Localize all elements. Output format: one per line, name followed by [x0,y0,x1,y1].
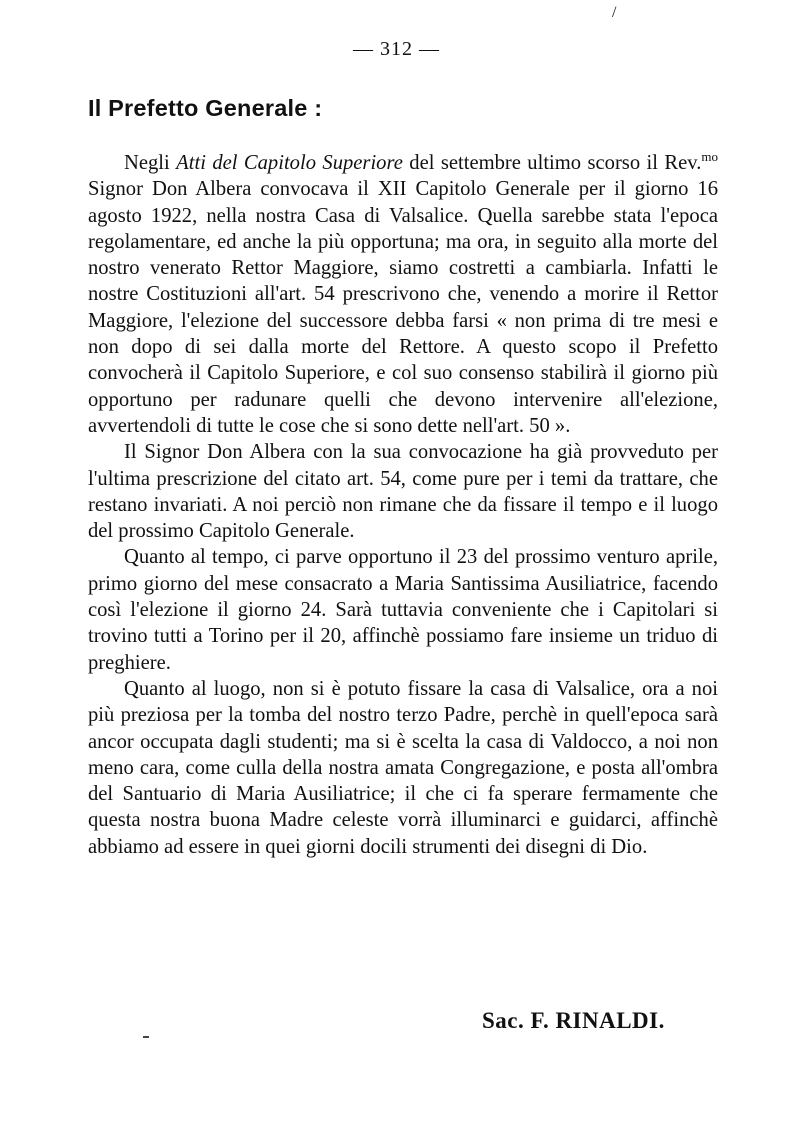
paragraph-1-italic-title: Atti del Capitolo Superiore [176,152,403,174]
paragraph-1 [88,150,718,439]
section-title: Il Prefetto Generale : [88,95,323,121]
body-text [88,150,718,860]
paragraph-1-lead: Negli [124,152,177,174]
page-number: — 312 — [353,38,440,60]
corner-mark: / [612,4,617,21]
paragraph-2: Il Signor Don Albera con la sua convocazione ha già provveduto per l'ultima prescrizione del citato art. 54, come pure per i temi da trattare, che restano invariati. A noi perciò non rimane che da fissare il tempo e il luogo del prossimo Capitolo Generale. [88,441,718,543]
paragraph-1-tail: Signor Don Albera convocava il XII Capitolo Generale per il giorno 16 agosto 1922, nella nostra Casa di Valsalice. Quella sarebbe stata l'epoca regolamentare, ed anche la più opportuna; ma ora, in seguito alla morte del nostro venerato Rettor Maggiore, siamo costretti a cambiarla. Infatti le nostre Costituzioni all'art. 54 prescrivono che, venendo a morire il Rettor Maggiore, l'elezione del successore debba farsi « non prima di tre mesi e non dopo di sei dalla morte del Rettore. A questo scopo il Prefetto convocherà il Capitolo Superiore, e col suo consenso stabilirà il giorno più opportuno per radunare quelli che devono intervenire all'elezione, avvertendoli di tutte le cose che si sono dette nell'art. 50 ». [88,178,718,437]
paragraph-3: Quanto al tempo, ci parve opportuno il 23 del prossimo venturo aprile, primo giorno del mese consacrato a Maria Santissima Ausiliatrice, facendo così l'elezione il giorno 24. Sarà tuttavia conveniente che i Capitolari si trovino tutti a Torino per il 20, affinchè possiamo fare insieme un triduo di preghiere. [88,546,718,674]
paragraph-4: Quanto al luogo, non si è potuto fissare la casa di Valsalice, ora a noi più preziosa per la tomba del nostro terzo Padre, perchè in quell'epoca sarà ancor occupata dagli studenti; ma si è scelta la casa di Valdocco, a noi non meno cara, come culla della nostra amata Congregazione, e posta all'ombra del Santuario di Maria Ausiliatrice; il che ci fa sperare fermamente che questa nostra buona Madre celeste vorrà illuminarci e guidarci, affinchè abbiamo ad essere in quei giorni docili strumenti dei disegni di Dio. [88,677,718,858]
paragraph-1-superscript: mo [701,149,718,165]
signature: Sac. F. RINALDI. [482,1008,665,1033]
paragraph-1-before-sup: del settembre ultimo scorso il Rev. [402,152,702,174]
stray-ink-mark [143,1036,149,1038]
